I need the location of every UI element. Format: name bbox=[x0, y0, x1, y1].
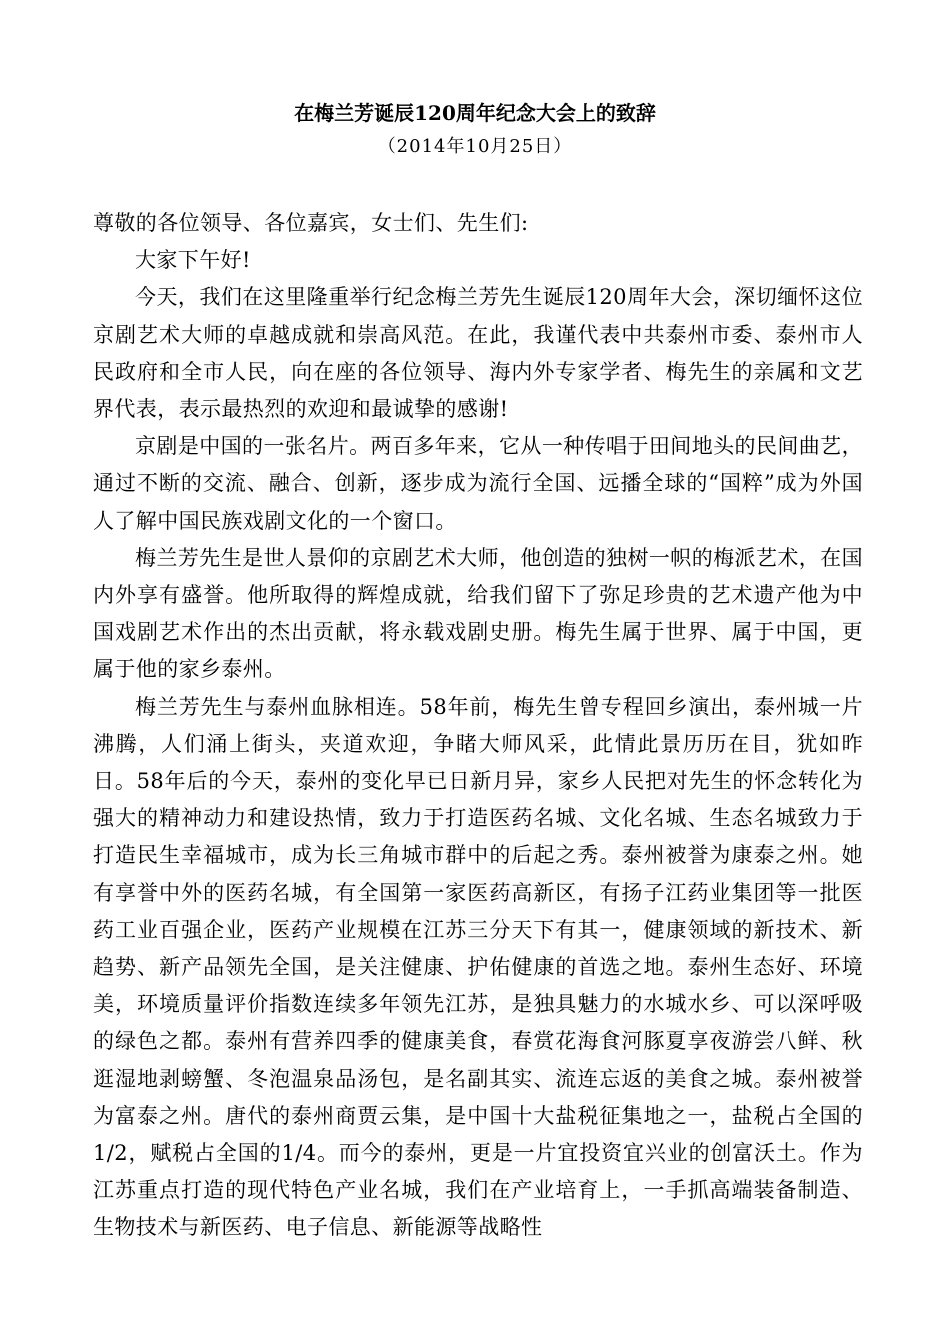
paragraph-1: 今天，我们在这里隆重举行纪念梅兰芳先生诞辰120周年大会，深切缅怀这位京剧艺术大师的卓越成就和崇高风范。在此，我谨代表中共泰州市委、泰州市人民政府和全市人民，向在座的各位领导、海内外专家学者、梅先生的亲属和文艺界代表，表示最热烈的欢迎和最诚挚的感谢! bbox=[93, 285, 863, 422]
document-body bbox=[93, 205, 863, 1247]
greeting: 大家下午好! bbox=[135, 248, 251, 273]
paragraph-3: 梅兰芳先生是世人景仰的京剧艺术大师，他创造的独树一帜的梅派艺术，在国内外享有盛誉。他所取得的辉煌成就，给我们留下了弥足珍贵的艺术遗产他为中国戏剧艺术作出的杰出贡献，将永载戏剧史册。梅先生属于世界、属于中国，更属于他的家乡泰州。 bbox=[93, 545, 863, 682]
paragraph-2: 京剧是中国的一张名片。两百多年来，它从一种传唱于田间地头的民间曲艺，通过不断的交流、融合、创新，逐步成为流行全国、远播全球的“国粹”成为外国人了解中国民族戏剧文化的一个窗口。 bbox=[93, 434, 863, 533]
document-date: （2014年10月25日） bbox=[377, 136, 573, 157]
document-title: 在梅兰芳诞辰120周年纪念大会上的致辞 bbox=[294, 101, 656, 125]
salutation: 尊敬的各位领导、各位嘉宾，女士们、先生们: bbox=[93, 211, 529, 235]
paragraph-4: 梅兰芳先生与泰州血脉相连。58年前，梅先生曾专程回乡演出，泰州城一片沸腾，人们涌上街头，夹道欢迎，争睹大师风采，此情此景历历在目，犹如昨日。58年后的今天，泰州的变化早已日新月异，家乡人民把对先生的怀念转化为强大的精神动力和建设热情，致力于打造医药名城、文化名城、生态名城致力于打造民生幸福城市，成为长三角城市群中的后起之秀。泰州被誉为康泰之州。她有享誉中外的医药名城，有全国第一家医药高新区，有扬子江药业集团等一批医药工业百强企业，医药产业规模在江苏三分天下有其一，健康领域的新技术、新趋势、新产品领先全国，是关注健康、护佑健康的首选之地。泰州生态好、环境美，环境质量评价指数连续多年领先江苏，是独具魅力的水城水乡、可以深呼吸的绿色之都。泰州有营养四季的健康美食，春赏花海食河豚夏享夜游尝八鲜、秋逛湿地剥螃蟹、冬泡温泉品汤包，是名副其实、流连忘返的美食之城。泰州被誉为富泰之州。唐代的泰州商贾云集，是中国十大盐税征集地之一，盐税占全国的1/2，赋税占全国的1/4。而今的泰州，更是一片宜投资宜兴业的创富沃土。作为江苏重点打造的现代特色产业名城，我们在产业培育上，一手抓高端装备制造、生物技术与新医药、电子信息、新能源等战略性 bbox=[93, 694, 863, 1240]
